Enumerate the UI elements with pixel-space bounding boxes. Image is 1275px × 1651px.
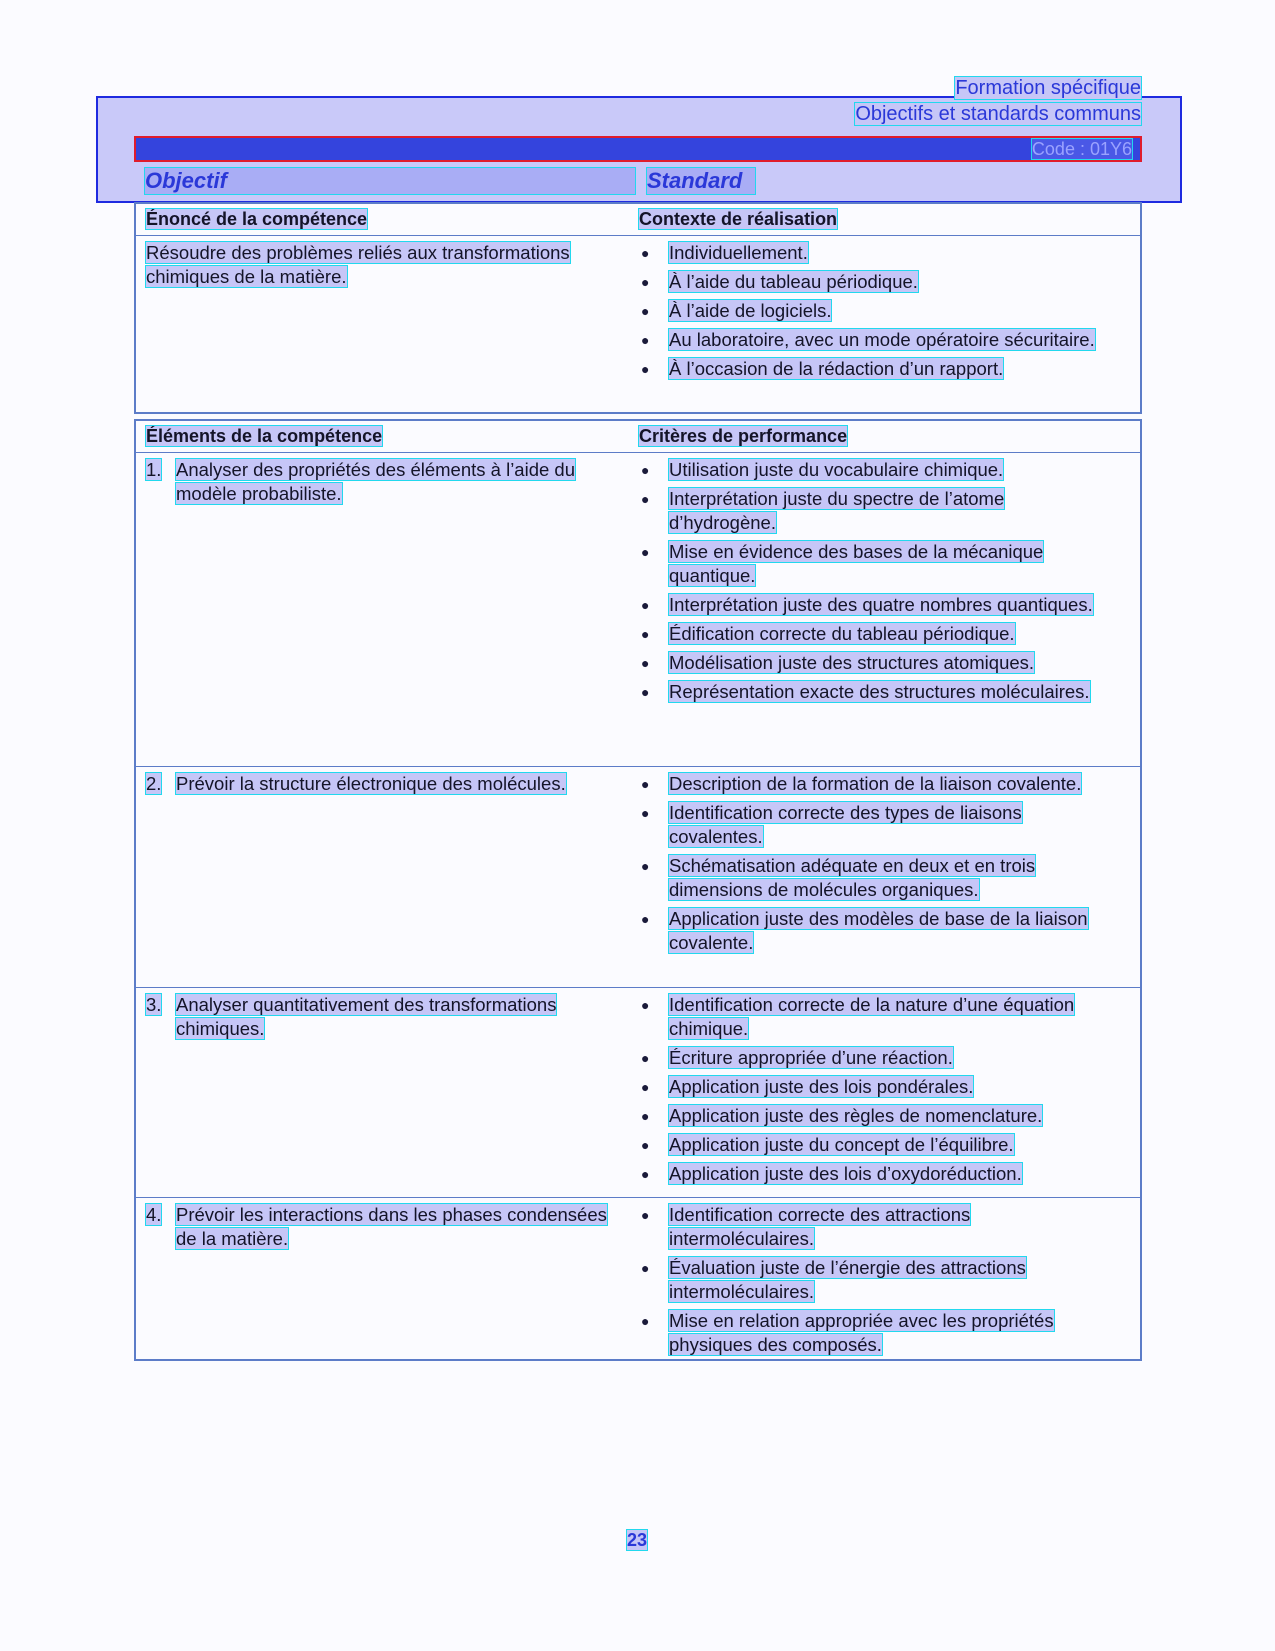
element-item	[146, 772, 639, 796]
bullet-icon	[639, 680, 669, 704]
header-section-title: Objectifs et standards communs	[855, 103, 1141, 125]
criterion-item: ● Mise en relation appropriée avec les propriétés physiques des composés.	[639, 1309, 1140, 1357]
criteria-header-label: Critères de performance	[639, 426, 848, 446]
element-text: Analyser des propriétés des éléments à l’aide du modèle probabiliste.	[176, 459, 576, 504]
criterion-item: ● Identification correcte de la nature d’une équation chimique.	[639, 993, 1140, 1041]
criterion-item: ● Édification correcte du tableau périodique.	[639, 622, 1140, 646]
page-number: 23	[627, 1530, 648, 1550]
bullet-icon	[639, 357, 669, 381]
competence-statement: Résoudre des problèmes reliés aux transformations chimiques de la matière.	[146, 242, 570, 287]
competence-code-bar	[134, 136, 1142, 162]
bullet-icon	[639, 854, 669, 902]
context-item: ● Au laboratoire, avec un mode opératoire sécuritaire.	[639, 328, 1140, 352]
competence-code: Code : 01Y6	[1031, 139, 1132, 159]
element-text: Prévoir la structure électronique des molécules.	[176, 773, 566, 794]
context-item: ● Individuellement.	[639, 241, 1140, 265]
bullet-icon	[639, 1309, 669, 1357]
criterion-item: ● Évaluation juste de l’énergie des attractions intermoléculaires.	[639, 1256, 1140, 1304]
competence-table	[134, 202, 1142, 414]
criterion-item: ● Utilisation juste du vocabulaire chimique.	[639, 458, 1140, 482]
criterion-item: ● Interprétation juste des quatre nombres quantiques.	[639, 593, 1140, 617]
context-header-label: Contexte de réalisation	[639, 209, 838, 229]
element-number: 3.	[146, 994, 162, 1015]
criterion-item: ● Schématisation adéquate en deux et en trois dimensions de molécules organiques.	[639, 854, 1140, 902]
element-row	[136, 767, 1140, 988]
bullet-icon	[639, 907, 669, 955]
elements-header-label: Éléments de la compétence	[146, 426, 383, 446]
element-item	[146, 458, 639, 506]
header-program-title: Formation spécifique	[955, 77, 1141, 99]
element-text: Analyser quantitativement des transformations chimiques.	[176, 994, 557, 1039]
bullet-icon	[639, 1046, 669, 1070]
criterion-item: ● Application juste des modèles de base de la liaison covalente.	[639, 907, 1140, 955]
criteria-list	[639, 458, 1140, 704]
criterion-item: ● Identification correcte des attractions intermoléculaires.	[639, 1203, 1140, 1251]
bullet-icon	[639, 1104, 669, 1128]
criterion-item: ● Application juste des lois d’oxydoréduction.	[639, 1162, 1140, 1186]
bullet-icon	[639, 1162, 669, 1186]
competence-table-header	[136, 204, 1140, 236]
competence-header-label: Énoncé de la compétence	[146, 209, 368, 229]
criterion-item: ● Description de la formation de la liaison covalente.	[639, 772, 1140, 796]
criterion-item: ● Application juste des règles de nomenclature.	[639, 1104, 1140, 1128]
criterion-item: ● Représentation exacte des structures moléculaires.	[639, 680, 1140, 704]
context-item: ● À l’occasion de la rédaction d’un rapport.	[639, 357, 1140, 381]
criteria-list	[639, 1203, 1140, 1357]
element-item	[146, 993, 639, 1041]
criterion-item: ● Interprétation juste du spectre de l’atome d’hydrogène.	[639, 487, 1140, 535]
element-row	[136, 453, 1140, 767]
objectif-label: Objectif	[145, 168, 635, 194]
bullet-icon	[639, 651, 669, 675]
element-number: 2.	[146, 773, 162, 794]
bullet-icon	[639, 241, 669, 265]
bullet-icon	[639, 1075, 669, 1099]
bullet-icon	[639, 1256, 669, 1304]
elements-table	[134, 419, 1142, 1361]
standard-label: Standard	[647, 168, 755, 194]
bullet-icon	[639, 772, 669, 796]
bullet-icon	[639, 622, 669, 646]
bullet-icon	[639, 993, 669, 1041]
criterion-item: ● Modélisation juste des structures atomiques.	[639, 651, 1140, 675]
context-item: ● À l’aide de logiciels.	[639, 299, 1140, 323]
bullet-icon	[639, 299, 669, 323]
bullet-icon	[639, 540, 669, 588]
context-list	[639, 241, 1140, 381]
element-row	[136, 988, 1140, 1198]
bullet-icon	[639, 458, 669, 482]
bullet-icon	[639, 1203, 669, 1251]
criteria-list	[639, 772, 1140, 955]
element-number: 1.	[146, 459, 162, 480]
criterion-item: ● Application juste des lois pondérales.	[639, 1075, 1140, 1099]
bullet-icon	[639, 487, 669, 535]
element-text: Prévoir les interactions dans les phases condensées de la matière.	[176, 1204, 607, 1249]
bullet-icon	[639, 328, 669, 352]
bullet-icon	[639, 801, 669, 849]
criterion-item: ● Écriture appropriée d’une réaction.	[639, 1046, 1140, 1070]
criterion-item: ● Identification correcte des types de liaisons covalentes.	[639, 801, 1140, 849]
context-item: ● À l’aide du tableau périodique.	[639, 270, 1140, 294]
criteria-list	[639, 993, 1140, 1186]
element-number: 4.	[146, 1204, 162, 1225]
bullet-icon	[639, 270, 669, 294]
element-row	[136, 1198, 1140, 1368]
criterion-item: ● Application juste du concept de l’équilibre.	[639, 1133, 1140, 1157]
elements-table-header	[136, 421, 1140, 453]
bullet-icon	[639, 1133, 669, 1157]
bullet-icon	[639, 593, 669, 617]
element-item	[146, 1203, 639, 1251]
criterion-item: ● Mise en évidence des bases de la mécanique quantique.	[639, 540, 1140, 588]
